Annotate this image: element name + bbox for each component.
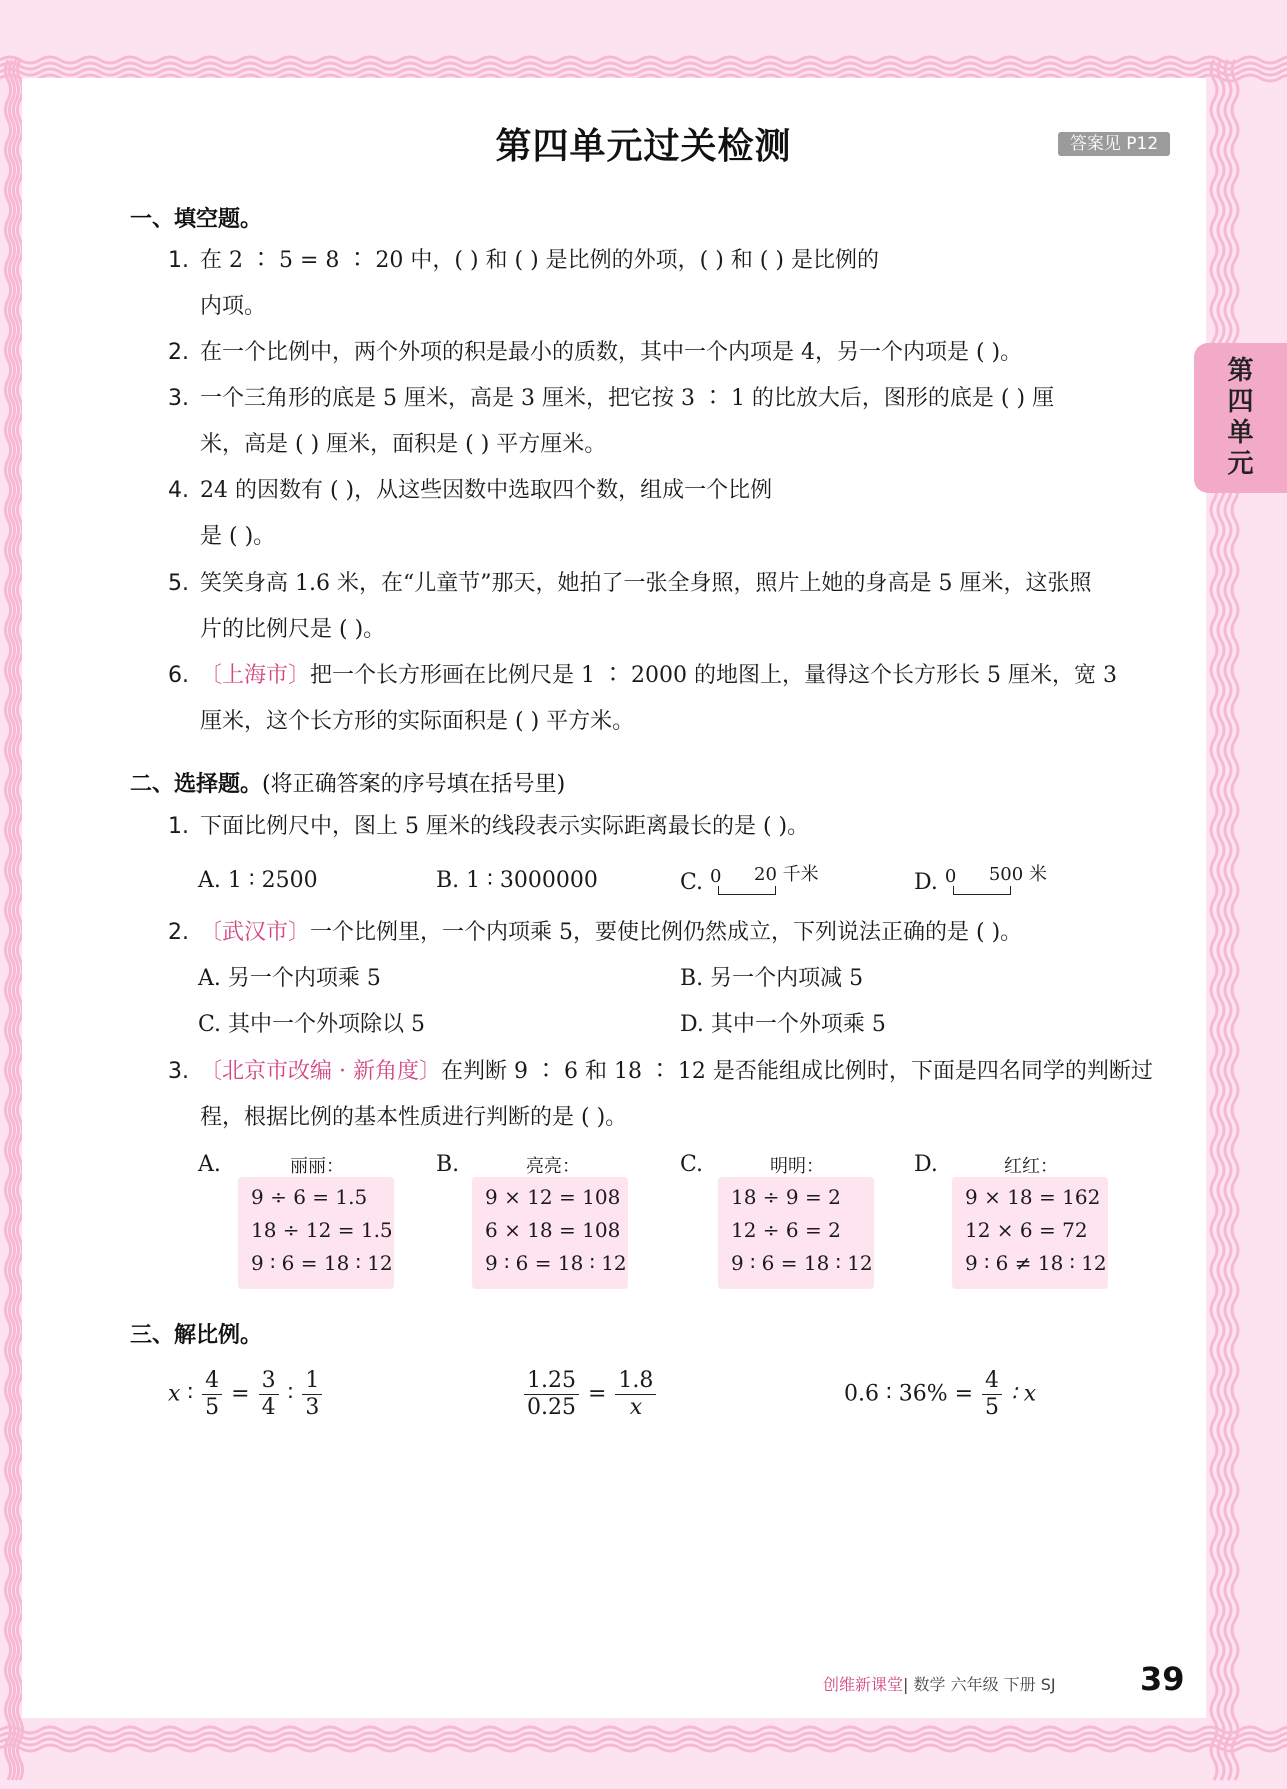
calc-box	[472, 1177, 628, 1289]
calc-box	[718, 1177, 874, 1289]
unit-side-tab	[1194, 343, 1287, 493]
question-number: 3.	[168, 386, 189, 411]
calc-line: 9 ∶ 6 = 18 ∶ 12	[731, 1251, 873, 1275]
option-a: A. 1 ∶ 2500	[198, 868, 318, 893]
question-text: 一个比例里，一个内项乘 5，要使比例仍然成立，下列说法正确的是 ( )。	[310, 920, 1023, 945]
numerator: 1.8	[615, 1368, 656, 1395]
scale-right-label: 20 千米	[754, 864, 819, 885]
student-name: 丽丽：	[290, 1156, 344, 1177]
denominator: 3	[305, 1395, 320, 1420]
numerator: 4	[202, 1368, 222, 1395]
scale-left-label: 0	[944, 866, 957, 887]
numerator: 3	[259, 1368, 279, 1395]
line-scale	[945, 866, 1055, 900]
equals-sign: =	[587, 1381, 607, 1407]
question-number: 2.	[168, 340, 189, 365]
question-text: 在判断 9 ∶ 6 和 18 ∶ 12 是否能组成比例时，下面是四名同学的判断过	[440, 1059, 1153, 1084]
numerator: 4	[982, 1368, 1002, 1395]
calc-line: 9 × 12 = 108	[485, 1185, 621, 1209]
side-tab-char: 第	[1227, 356, 1254, 386]
wave-line	[1218, 60, 1224, 1780]
option-d: D. 其中一个外项乘 5	[680, 1012, 886, 1037]
section-solve-heading: 三、解比例。	[130, 1323, 263, 1348]
question-number: 3.	[168, 1059, 189, 1084]
equation-rhs: ∶ x	[1011, 1381, 1037, 1407]
section-fill-blank-heading: 一、填空题。	[130, 207, 263, 232]
question-line: 笑笑身高 1.6 米，在“儿童节”那天，她拍了一张全身照，照片上她的身高是 5 厘米，这张照	[200, 571, 1092, 596]
calc-line: 9 ∶ 6 = 18 ∶ 12	[251, 1251, 393, 1275]
side-tab-char: 单	[1227, 418, 1254, 448]
region-tag: 〔上海市〕	[200, 663, 311, 688]
scale-bar	[718, 886, 776, 895]
question-line: 内项。	[200, 294, 267, 319]
question-line	[200, 1057, 1170, 1087]
question-number: 1.	[168, 248, 189, 273]
calc-line: 9 ÷ 6 = 1.5	[251, 1185, 368, 1209]
fraction	[615, 1368, 656, 1421]
page-number: 39	[1140, 1660, 1185, 1698]
calc-line: 12 × 6 = 72	[965, 1218, 1088, 1242]
question-line: 是 ( )。	[200, 524, 276, 549]
var-x: x	[168, 1381, 181, 1407]
question-line: 一个三角形的底是 5 厘米，高是 3 厘米，把它按 3 ∶ 1 的比放大后，图形的底是 ( ) 厘	[200, 386, 1055, 411]
student-name: 明明：	[770, 1156, 824, 1177]
calc-line: 18 ÷ 9 = 2	[731, 1185, 841, 1209]
fraction	[302, 1368, 322, 1421]
student-name: 红红：	[1004, 1156, 1058, 1177]
denominator: x	[629, 1395, 643, 1420]
equals-sign: =	[231, 1381, 250, 1407]
wave-line	[1211, 60, 1217, 1780]
option-b: B. 1 ∶ 3000000	[436, 868, 598, 893]
calc-line: 9 ∶ 6 ≠ 18 ∶ 12	[965, 1251, 1107, 1275]
region-tag: 〔北京市改编 · 新角度〕	[200, 1059, 441, 1084]
question-line	[200, 661, 1170, 691]
calc-line: 9 × 18 = 162	[965, 1185, 1101, 1209]
footer-brand: 创维新课堂	[823, 1675, 904, 1694]
calc-line: 18 ÷ 12 = 1.5	[251, 1218, 393, 1242]
option-c: C. 其中一个外项除以 5	[198, 1012, 426, 1037]
option-a: A. 另一个内项乘 5	[198, 966, 381, 991]
side-tab-char: 元	[1227, 449, 1254, 479]
question-line: 程，根据比例的基本性质进行判断的是 ( )。	[200, 1105, 628, 1130]
line-scale	[710, 866, 820, 900]
region-tag: 〔武汉市〕	[200, 920, 311, 945]
calc-line: 6 × 18 = 108	[485, 1218, 621, 1242]
footer-info	[823, 1672, 1056, 1695]
denominator: 0.25	[527, 1395, 576, 1420]
question-number: 5.	[168, 571, 189, 596]
fraction	[259, 1368, 279, 1421]
calc-box	[238, 1177, 394, 1289]
option-letter: C.	[680, 1152, 704, 1177]
section-choice-heading	[130, 767, 565, 798]
question-line: 在 2 ∶ 5 = 8 ∶ 20 中，( ) 和 ( ) 是比例的外项，( ) 和 ( ) 是比例的	[200, 248, 879, 273]
ratio-colon: ∶	[187, 1381, 194, 1407]
option-d	[914, 866, 1055, 900]
scale-left-label: 0	[710, 866, 722, 887]
footer-course: | 数学 六年级 下册 SJ	[903, 1675, 1056, 1694]
question-text: 把一个长方形画在比例尺是 1 ∶ 2000 的地图上，量得这个长方形长 5 厘米，宽 3	[310, 663, 1117, 688]
question-number: 4.	[168, 478, 189, 503]
page-title: 第四单元过关检测	[495, 126, 792, 167]
question-number: 2.	[168, 920, 189, 945]
question-line: 在一个比例中，两个外项的积是最小的质数，其中一个内项是 4，另一个内项是 ( )。	[200, 340, 1023, 365]
option-letter: D.	[914, 870, 938, 895]
section-choice-title: 二、选择题。	[130, 772, 263, 797]
section-choice-note: (将正确答案的序号填在括号里)	[262, 772, 566, 797]
question-line: 下面比例尺中，图上 5 厘米的线段表示实际距离最长的是 ( )。	[200, 814, 810, 839]
question-line: 厘米，这个长方形的实际面积是 ( ) 平方米。	[200, 709, 635, 734]
answer-reference-badge: 答案见 P12	[1058, 132, 1170, 156]
question-line: 片的比例尺是 ( )。	[200, 617, 386, 642]
side-tab-char: 四	[1227, 387, 1254, 417]
question-line	[200, 918, 1170, 948]
ratio-colon: ∶	[287, 1381, 294, 1407]
denominator: 5	[985, 1395, 1000, 1420]
equation-2	[522, 1368, 658, 1421]
option-letter: B.	[436, 1152, 460, 1177]
calc-line: 12 ÷ 6 = 2	[731, 1218, 841, 1242]
option-letter: A.	[198, 1152, 221, 1177]
equation-lhs: 0.6 ∶ 36% =	[844, 1381, 974, 1407]
fraction	[202, 1368, 222, 1421]
fraction	[524, 1368, 579, 1421]
scale-bar	[953, 886, 1011, 895]
scale-right-label: 500 米	[988, 864, 1047, 885]
option-letter: C.	[680, 870, 704, 895]
question-number: 6.	[168, 663, 189, 688]
option-b: B. 另一个内项减 5	[680, 966, 864, 991]
question-number: 1.	[168, 814, 189, 839]
question-line: 米，高是 ( ) 厘米，面积是 ( ) 平方厘米。	[200, 432, 607, 457]
wave-line	[1232, 60, 1238, 1780]
option-c	[680, 866, 820, 900]
calc-box	[952, 1177, 1108, 1289]
wave-line	[1225, 60, 1231, 1780]
equation-1	[168, 1368, 324, 1421]
question-line: 24 的因数有 ( )，从这些因数中选取四个数，组成一个比例	[200, 478, 773, 503]
option-letter: D.	[914, 1152, 938, 1177]
numerator: 1.25	[524, 1368, 579, 1395]
fraction	[982, 1368, 1002, 1421]
denominator: 4	[261, 1395, 276, 1420]
denominator: 5	[205, 1395, 220, 1420]
numerator: 1	[302, 1368, 322, 1395]
student-name: 亮亮：	[526, 1156, 580, 1177]
calc-line: 9 ∶ 6 = 18 ∶ 12	[485, 1251, 627, 1275]
equation-3	[844, 1368, 1036, 1421]
